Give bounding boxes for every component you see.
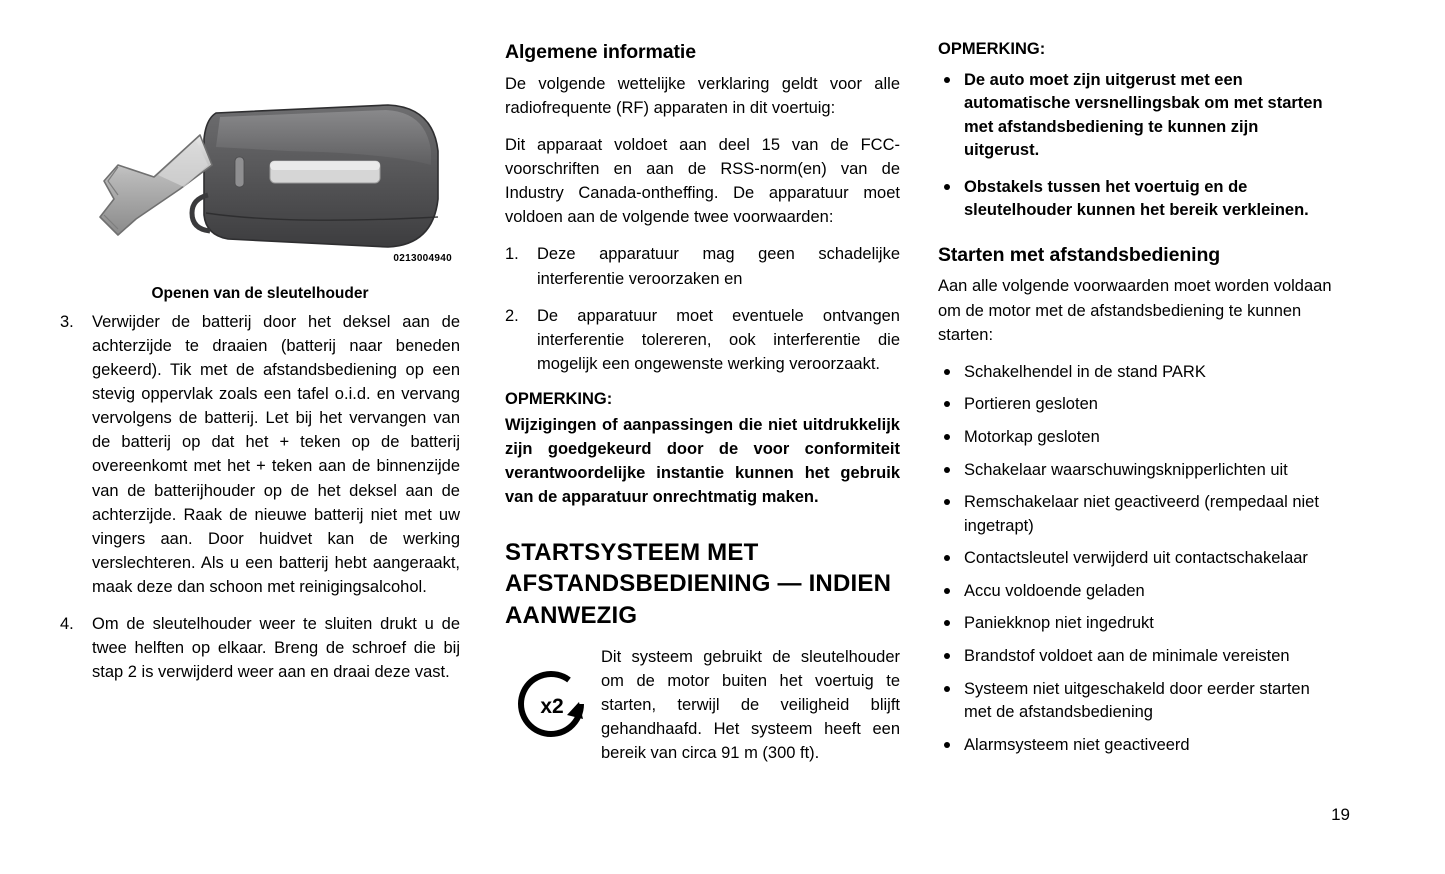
list-item [938, 678, 1338, 725]
condition-text: Alarmsysteem niet geactiveerd [964, 735, 1190, 754]
bullet-icon [944, 369, 950, 375]
bullet-icon [944, 467, 950, 473]
condition-text: De apparatuur moet eventuele ontvangen interferentie tolereren, ook interferentie die mogelijk een ongewenste werking veroorzaakt. [537, 306, 900, 373]
condition-text: Accu voldoende geladen [964, 581, 1145, 600]
bullet-icon [944, 499, 950, 505]
list-item [938, 69, 1338, 163]
remote-start-conditions-list [938, 361, 1338, 758]
list-item [938, 361, 1338, 385]
condition-text: Brandstof voldoet aan de minimale vereisten [964, 647, 1290, 666]
key-fob-illustration [88, 95, 448, 260]
bullet-icon [944, 401, 950, 407]
figure-key-fob [60, 40, 460, 310]
note-bullet-text: Obstakels tussen het voertuig en de sleutelhouder kunnen het bereik verkleinen. [964, 177, 1309, 220]
note-bullet-text: De auto moet zijn uitgerust met een automatische versnellingsbak om met starten met afstandsbediening te kunnen zijn uitgerust. [964, 71, 1323, 160]
figure-caption: Openen van de sleutelhouder [151, 285, 369, 302]
note-heading: OPMERKING: [505, 389, 613, 408]
condition-text: Schakelaar waarschuwingsknipperlichten uit [964, 460, 1288, 479]
bullet-icon [944, 742, 950, 748]
remote-start-icon-text: Dit systeem gebruikt de sleutelhouder om de motor buiten het voertuig te starten, terwijl de veiligheid blijft gehandhaafd. Het systeem heeft een bereik van circa 91 m (300 ft). [601, 647, 900, 762]
step-number: 3. [60, 313, 74, 331]
condition-text: Remschakelaar niet geactiveerd (rempedaal niet ingetrapt) [964, 493, 1319, 535]
general-info-paragraph: Dit apparaat voldoet aan deel 15 van de FCC-voorschriften en aan de RSS-norm(en) van de Industry Canada-ontheffing. De apparatuur moet voldoen aan de volgende twee voorwaarden: [505, 136, 900, 227]
list-item [505, 304, 900, 376]
section-heading-remote-start: Starten met afstandsbediening [938, 243, 1221, 266]
condition-number: 1. [505, 245, 519, 264]
list-item [938, 580, 1338, 604]
condition-number: 2. [505, 306, 519, 325]
condition-text: Contactsleutel verwijderd uit contactschakelaar [964, 549, 1308, 568]
note-heading: OPMERKING: [938, 40, 1046, 58]
remote-start-icon-block [505, 645, 900, 765]
right-column [938, 40, 1338, 757]
general-info-intro: De volgende wettelijke verklaring geldt voor alle radiofrequente (RF) apparaten in dit voertuig: [505, 74, 900, 118]
condition-text: Paniekknop niet ingedrukt [964, 614, 1154, 633]
section-title-remote-start: STARTSYSTEEM MET AFSTANDSBEDIENING — INDIEN AANWEZIG [505, 539, 892, 629]
bullet-icon [944, 184, 950, 190]
list-item [938, 734, 1338, 758]
step-text: Om de sleutelhouder weer te sluiten drukt u de twee helften op elkaar. Breng de schroef die bij stap 2 is verwijderd weer aan en draai deze vast. [92, 614, 460, 682]
bullet-icon [944, 686, 950, 692]
list-item [938, 547, 1338, 571]
step-number: 4. [60, 614, 74, 633]
left-column [60, 40, 460, 684]
list-item [505, 242, 900, 290]
condition-text: Deze apparatuur mag geen schadelijke interferentie veroorzaken en [537, 245, 900, 288]
bullet-icon [944, 434, 950, 440]
page-number: 19 [1331, 805, 1350, 824]
svg-text:x2: x2 [540, 694, 564, 718]
list-item [938, 645, 1338, 669]
remote-start-intro: Aan alle volgende voorwaarden moet worden voldaan om de motor met de afstandsbediening te kunnen starten: [938, 277, 1332, 344]
section-heading-general-info: Algemene informatie [505, 41, 696, 63]
bullet-icon [944, 653, 950, 659]
condition-text: Schakelhendel in de stand PARK [964, 362, 1206, 381]
note-bullet-list [938, 69, 1338, 223]
list-item [60, 310, 460, 599]
note-text: Wijzigingen of aanpassingen die niet uitdrukkelijk zijn goedgekeurd door de voor conformiteit verantwoordelijke instantie kunnen het gebruik van de apparatuur onrechtmatig maken. [505, 415, 900, 507]
list-item [938, 459, 1338, 483]
left-steps-list [60, 310, 460, 684]
bullet-icon [944, 77, 950, 83]
list-item [938, 176, 1338, 223]
figure-code: 0213004940 [393, 253, 452, 264]
condition-text: Motorkap gesloten [964, 427, 1100, 446]
list-item [938, 491, 1338, 538]
list-item [938, 393, 1338, 417]
list-item [938, 426, 1338, 450]
condition-text: Portieren gesloten [964, 395, 1098, 414]
middle-column [505, 40, 900, 765]
remote-start-x2-icon [505, 661, 601, 747]
bullet-icon [944, 555, 950, 561]
conditions-list [505, 242, 900, 375]
condition-text: Systeem niet uitgeschakeld door eerder starten met de afstandsbediening [964, 679, 1310, 722]
list-item [938, 612, 1338, 636]
bullet-icon [944, 620, 950, 626]
list-item [60, 612, 460, 684]
bullet-icon [944, 588, 950, 594]
step-text: Verwijder de batterij door het deksel aan de achterzijde te draaien (batterij naar beneden gekeerd). Tik met de afstandsbediening op een stevig oppervlak zoals een tafel o.i.d. en vervang vervolgens de batterij. Let bij het vervangen van de batterij op dat het + teken op de batterij overeenkomt met het + teken aan de binnenzijde van de batterijhouder op de het deksel aan de achterzijde. Raak de nieuwe batterij niet met uw vingers aan. Door huidvet kan de werking verslechteren. Als u een batterij hebt aangeraakt, maak deze dan schoon met reinigingsalcohol. [92, 313, 460, 596]
